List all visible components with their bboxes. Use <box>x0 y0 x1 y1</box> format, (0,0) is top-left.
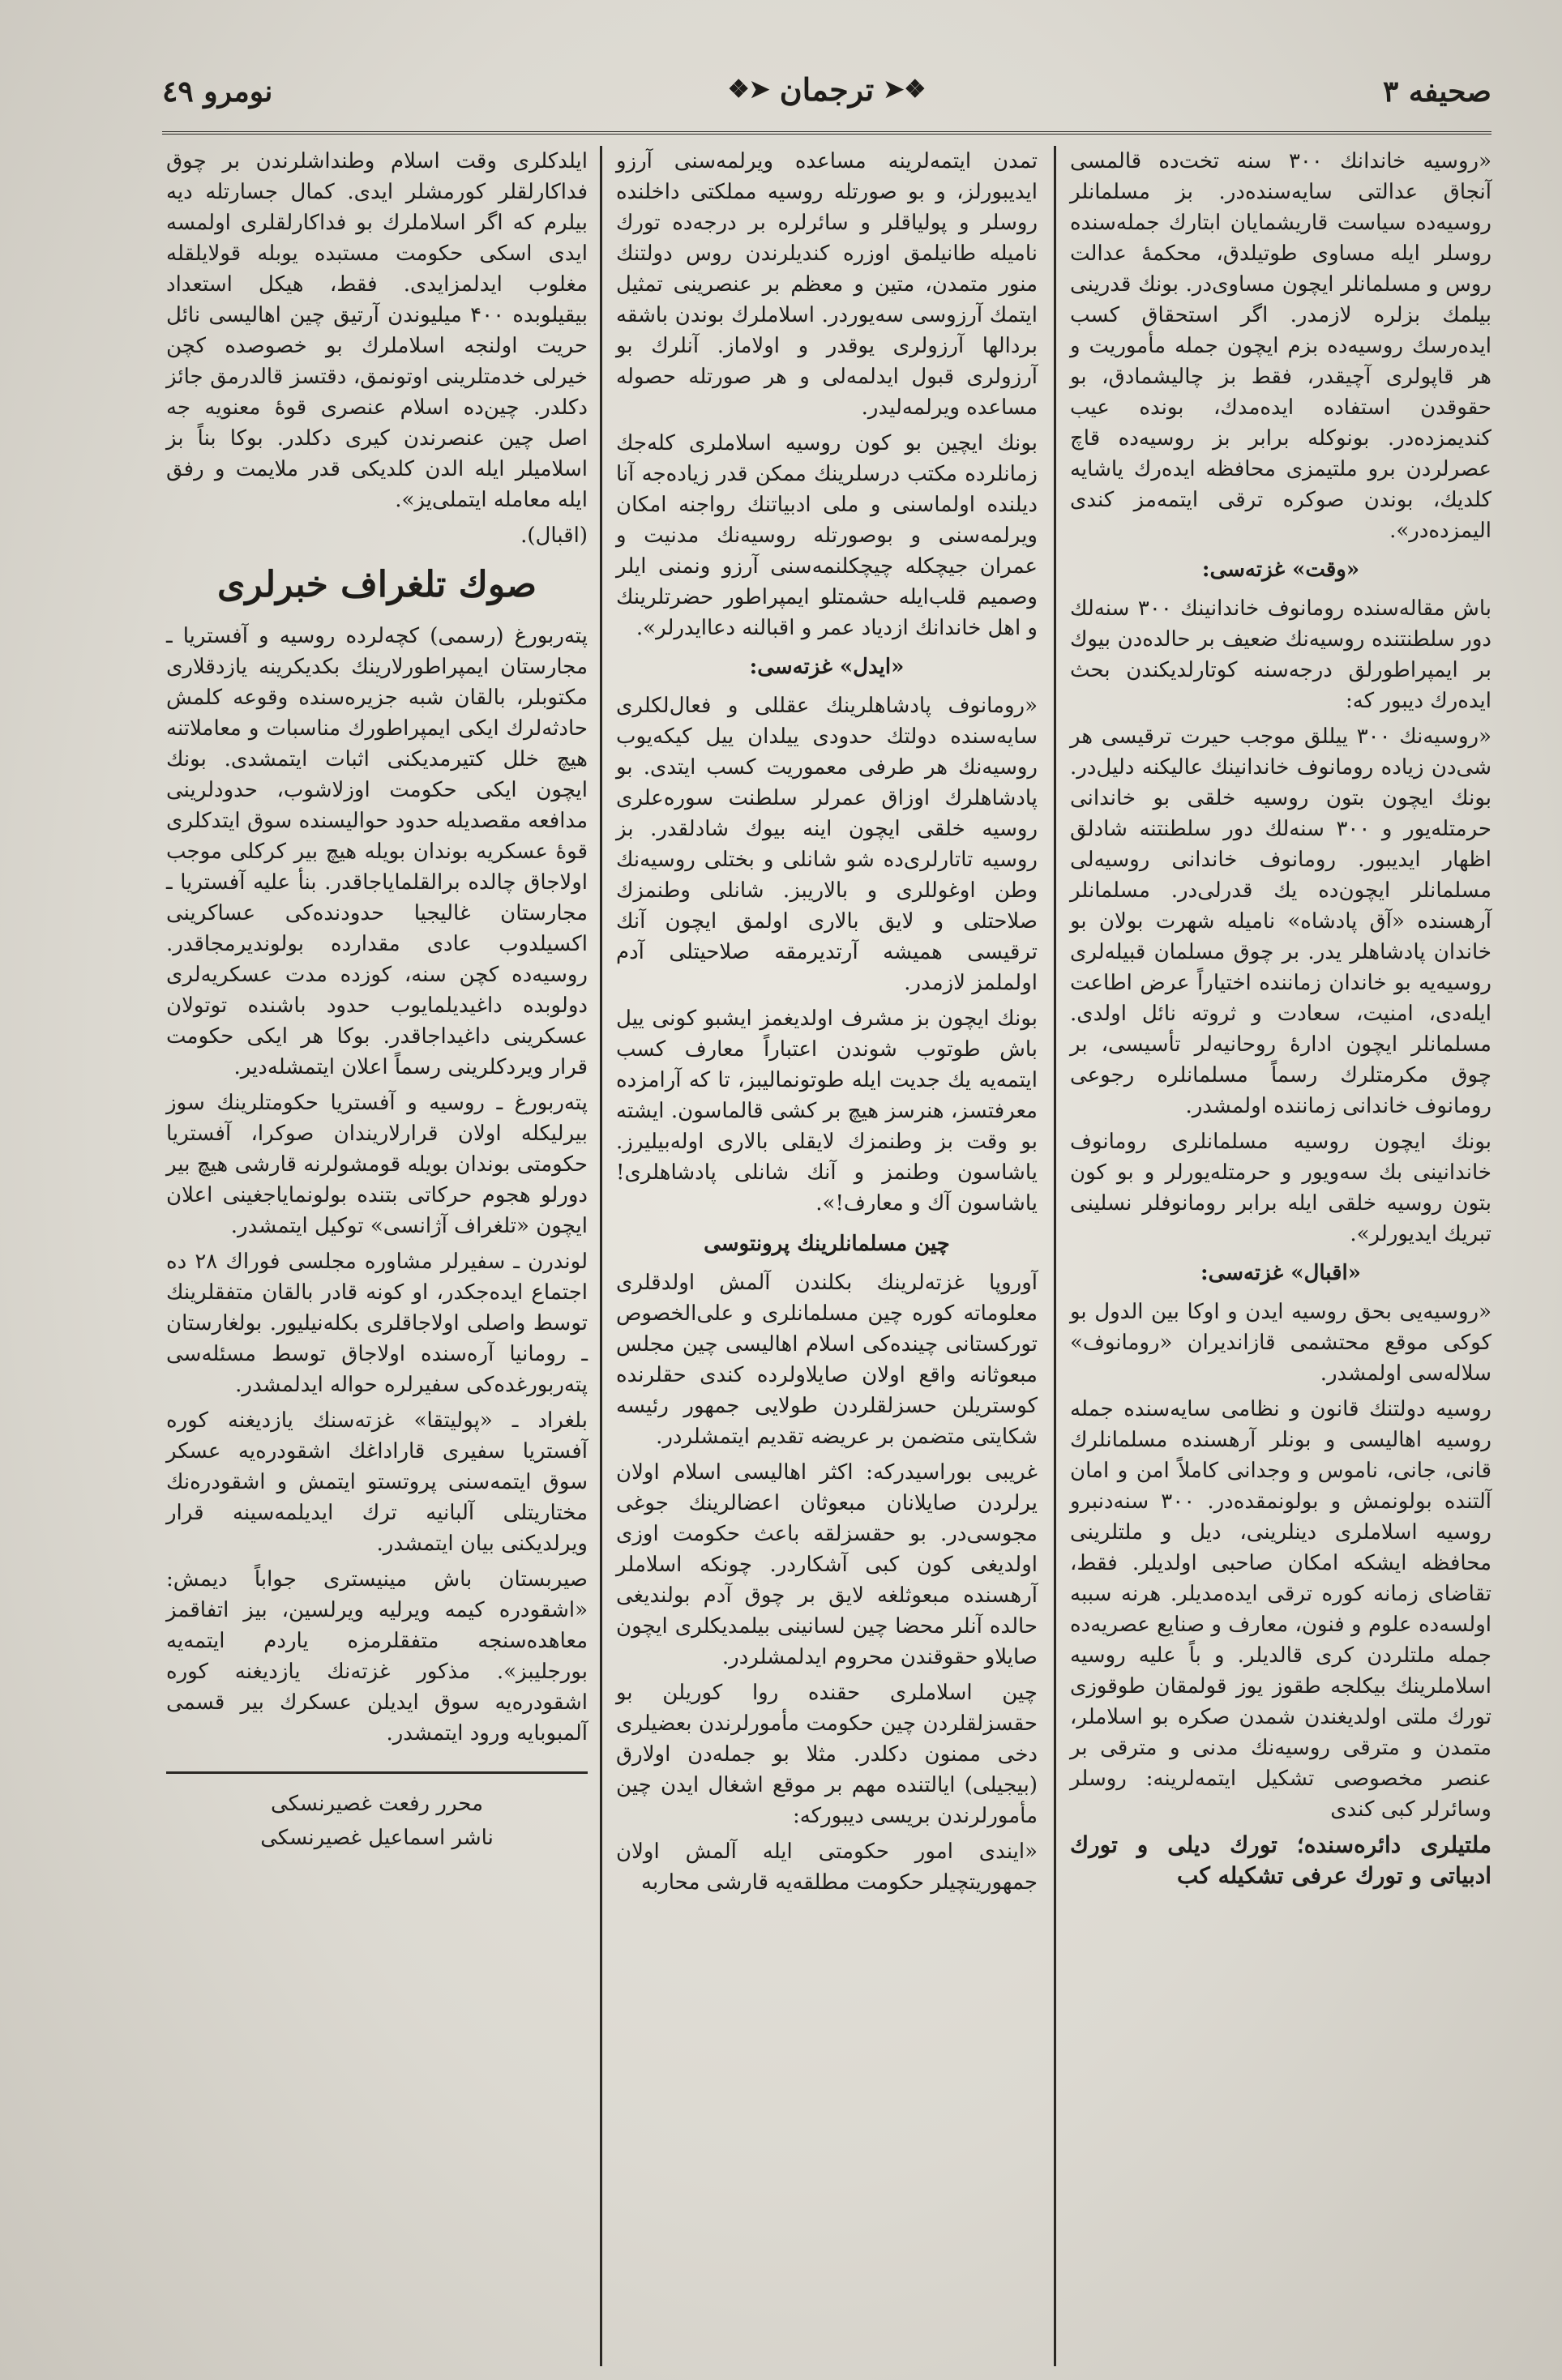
article-attribution: (اقبال). <box>520 523 588 548</box>
source-heading: «وقت» غزته‌سی: <box>1201 558 1360 582</box>
paper-title: ترجمان <box>779 71 875 108</box>
source-heading: «ایدل» غزته‌سی: <box>749 655 905 679</box>
article-paragraph: تمدن ایتمه‌لرینه مساعده ویرلمه‌سنی آرزو ایدیبورلز، و بو صورتله روسیه مملکتی داخلنده روسلر و پولیاقلر و سائرلره بر درجه‌ده تورك نامیله طانیلمق اوزره کندیلرندن روس دولتنك منور متمدن، متین و معظم بر عنصرینی تمثیل ایتمك آرزوسی سه‌یوردر. اسلاملرك بوندن باشقه بردالها آرزولری یوقدر و اولاماز. آنلرك بو آرزولری قبول ایدلمه‌لی و هر صورتله حصوله مساعده ویرلمه‌لیدر. <box>616 149 1038 420</box>
section-title: صوك تلغراف خبرلری <box>216 564 537 605</box>
column-left <box>166 146 588 1857</box>
article-paragraph: «روسیه‌نك ۳۰۰ ییللق موجب حیرت ترقیسی هر شی‌دن زیاده رومانوف خاندانینك عالیکنه دلیل‌در. بونك ایچون بتون روسیه خلقی بو خاندانی حرمتله‌یور و ۳۰۰ سنه‌لك دور سلطنتنه شادلق اظهار ایدیبور. رومانوف خاندانی روسیه‌لی مسلمانلر ایچون‌ده یك قدرلی‌در. مسلمانلر آرهسنده «آق پادشاه» نامیله شهرت بولان بو خاندان پادشاهلر یدر. بر چوق مسلمان قبیله‌لری روسیه‌یه بو خاندان زماننده اختیاراً عرض اطاعت ایله‌دی، امنیت، سعادت و ثروته نائل اولدی. مسلمانلر ایچون ادارهٔ روحانیه‌لر تأسیسی، بر چوق مکرمتلرك رسماً مسلمانلره رجوعی رومانوف خاندانی زماننده اولمشدر. <box>1070 724 1492 1118</box>
issue-number-label: نومرو ٤٩ <box>162 75 273 109</box>
telegram-paragraph: صیربستان باش مینیستری جواباً دیمش: «اشقودره کیمه ویرلیه ویرلسین، بیز اتفاقمز معاهده‌سنجه متفقلرمزه یاردم ایتمه‌یه بورجلیبز». مذکور غزته‌نك یازدیغنه کوره اشقودره‌یه سوق ایدیلن عسکرك بیر قسمی آلمبوبایه ورود ایتمشدر. <box>166 1567 588 1745</box>
article-paragraph: ایلدکلری وقت اسلام وطنداشلرندن بر چوق فداکارلقلر کورمشلر ایدی. کمال جسارتله دیه بیلرم که اگر اسلاملرك بو فداکارلقلری اولمسه ایدی اسکی حکومت مستبده یوبله قولایلقله مغلوب ایدلمزایدی. فقط، هیکل استعداد بیقیلوبده ۴۰۰ میلیوندن آرتیق چین اهالیسی نائل حریت اولنجه اسلاملرك بو خصوصده کچن خیرلی خدمتلرینی اوتونمق، دقتسز قالدرمق جائز دکلدر. چین‌ده اسلام عنصری قوهٔ معنویه جه اصل چین عنصرندن کیری دکلدر. بوکا بناً بز اسلامیلر ایله الدن کلدیکی قدر ملایمت و رفق ایله معامله ایتملی‌یز». <box>166 149 588 512</box>
ornament-right-icon: ➤❖ <box>727 75 770 104</box>
article-paragraph: بونك ایچین بو کون روسیه اسلاملری کله‌جك زمانلرده مکتب درسلرینك ممکن قدر زیاده‌جه آنا دیلنده اولماسنی و ملی ادبیاتنك رواجنه امکان ویرلمه‌سنی و بوصورتله روسیه‌نك مدنیت و عمران جیچکله چیچکلنمه‌سنی آرزو ونمنی ایلر وصمیم قلب‌ایله حشمتلو ایمپراطور حضرتلرینك و اهل خاندانك ازدیاد عمر و اقبالنه دعاایدرلر». <box>616 431 1038 640</box>
telegram-paragraph: پته‌ربورغ (رسمی) کچه‌لرده روسیه و آفستریا ـ مجارستان ایمپراطورلارینك بکدیکرینه یازدقلاری مکتوبلر، بالقان شبه جزیره‌سنده وقوعه کلمش حادثه‌لرك ایکی ایمپراطورك مناسبات و معاملاتنه هیچ خلل کتیرمدیکنی اثبات ایتمشدی. بونك ایچون ایکی حکومت اوزلاشوب، حدودلرینی مدافعه مقصدیله حدود حوالیسنده سوق ایتدکلری قوهٔ عسکریه بوندان بویله هیچ بیر کرکلی موجب اولاجاق چالده برالقلمایاجاقدر. بنأ علیه آفستریا ـ مجارستان غالیجیا حدودنده‌کی عساکرینی اکسیلدوب عادی مقدارده بولوندیرمجاقدر. روسیه‌ده کچن سنه، کوزده مدت عسکریه‌لری دولوبده داغیدیلمایوب حدود باشنده توتولان عسکرینی داغیداجاقدر. بوکا هر ایکی حکومت قرار ویردکلرینی رسماً اعلان ایتمشله‌دیر. <box>166 624 588 1079</box>
page-number-label: صحیفه ۳ <box>1382 75 1491 109</box>
article-paragraph: ملتیلری دائره‌سنده؛ تورك دیلی و تورك ادبیاتی و تورك عرفی تشکیله کب <box>1070 1831 1491 1889</box>
header-rule <box>162 131 1491 135</box>
telegram-paragraph: بلغراد ـ «پولیتقا» غزته‌سنك یازدیغنه کوره آفستریا سفیری قاراداغك اشقودره‌یه عسکر سوق ایتمه‌سنی پروتستو ایتمش و اشقودره‌نك مختاریتلی آلبانیه ترك ایدیلمه‌سینه قرار ویرلدیکنی بیان ایتمشدر. <box>166 1408 588 1556</box>
article-paragraph: چین اسلاملری حقنده روا کوریلن بو حقسزلقلردن چین حکومت مأمورلرندن بعضیلری دخی ممنون دکلدر. مثلا بو جمله‌دن اولارق (بیجیلی) ایالتنده مهم بر موقع اشغال ایدن چین مأمورلرندن بریسی دیبورکه: <box>616 1681 1038 1828</box>
telegram-paragraph: لوندرن ـ سفیرلر مشاوره مجلسی فوراك ۲۸ ده اجتماع ایده‌جکدر، او کونه قادر بالقان متفقلرینك توسط واصلی اولاجاقلری بکله‌نیلیور. بولغارستان ـ رومانیا آره‌سنده اولاجاق توسط مسئله‌سی پته‌ربورغده‌کی سفیرلره حواله ایدلمشدر. <box>166 1250 588 1397</box>
footer-rule <box>166 1771 588 1774</box>
masthead-title <box>728 71 927 108</box>
article-paragraph: آوروپا غزته‌لرینك بکلندن آلمش اولدقلری معلوماته کوره چین مسلمانلری و علی‌الخصوص تورکستانی چینده‌کی اسلام اهالیسی چین مجلس مبعوثانه واقع اولان صایلاولرده کندی حقلرنده کوستریلن حسزلقلردن طولایی جمهور رئیسه شکایتی متضمن بر عریضه تقدیم ایتمشلردر. <box>616 1271 1038 1449</box>
article-subheading: چین مسلمانلرینك پرونتوسی <box>704 1232 950 1256</box>
page-header <box>162 63 1491 128</box>
column-right <box>1070 146 1491 1896</box>
article-paragraph: «رومانوف پادشاهلرینك عقللی و فعال‌لکلری سایه‌سنده دولتك حدودی ییلدان ییل کیکه‌یوب روسیه‌نك هر طرفی معموریت کسب ایتدی. بو پادشاهلرك اوزاق عمرلر سلطنت سوره‌علری روسیه خلقی ایچون اینه بیوك شادلقدر. بز روسیه تاتارلری‌ده شو شانلی و بختلی روسیه‌نك وطن اوغوللری و بالاریبز. شانلی وطنمزك صلاحتلی و لایق بالاری اولمق ایچون آنك ترقیسی همیشه آرتدیرمقه صلاحیتلی آدم اولملمز لازمدر. <box>616 694 1038 995</box>
article-paragraph: غریبی بوراسیدرکه: اکثر اهالیسی اسلام اولان یرلردن صایلانان مبعوثان اعضالرینك جوغی مجوسی‌در. بو حقسزلقه باعث حکومت اوزی اولدیغی کون کبی آشکاردر. چونکه اسلاملر آرهسنده مبعوثلغه لایق بر چوق آدم بولندیغی حالده آنلر محضا چین لسانینی بیلمدیکلری ایچون صایلاو حقوقندن محروم ایدلمشلردر. <box>616 1460 1038 1669</box>
column-divider <box>1054 146 1056 2366</box>
article-paragraph: «روسیه‌یی بحق روسیه ایدن و اوکا بین الدول بو کوکی موقع محتشمی قازاندیران «رومانوف» سلاله‌سی اولمشدر. <box>1070 1300 1491 1386</box>
column-divider <box>600 146 602 2366</box>
article-paragraph: بونك ایچون بز مشرف اولدیغمز ایشبو کونی ییل باش طوتوب شوندن اعتباراً معارف کسب ایتمه‌یه یك جدیت ایله طوتونمالیبز، تا که آرامزده معرفتسز، هنرسز هیچ بر کشی قالماسون. ایشته بو وقت بز وطنمزك لایقلی بالاری اوله‌بیلیرز. یاشاسون وطنمز و آنك شانلی پادشاهلری! یاشاسون آك و معارف!». <box>616 1006 1038 1216</box>
editor-credit: محرر رفعت غصیرنسکی <box>271 1792 483 1816</box>
article-paragraph: بونك ایچون روسیه مسلمانلری رومانوف خاندانینی بك سه‌ویور و حرمتله‌یورلر و بو کون بتون روسیه خلقی ایله برابر رومانوفلر نسلینی تبریك ایدیورلر». <box>1070 1130 1491 1246</box>
column-middle <box>616 146 1038 1903</box>
article-paragraph: «روسیه خاندانك ۳۰۰ سنه تخت‌ده قالمسی آنجاق عدالتی سایه‌سنده‌در. بز مسلمانلر روسیه‌ده سیاست قاریشمایان ابتارك جمله‌سنده روسلر ایله مساوی طوتیلدق، محکمهٔ عدالت روس و مسلمانلر ایچون مساوی‌در. بونك قدرینی بیلمك بزلره لازمدر. اگر استحقاق کسب ایده‌رسك روسیه‌ده بزم ایچون جمله مأموریت و هر قاپولری آچیقدر، فقط بز چالیشمادق، بو حقوقدن استفاده ایده‌مدك، بونده عیب کندیمزده‌در. بونوکله برابر بز روسیه‌ده قاچ عصرلردن برو ملتیمزی محافظه ایده‌رك یاشایه کلدیك، بوندن صوکره ترقی ایتمه‌مز کندی الیمزده‌در». <box>1070 149 1491 543</box>
publisher-credit: ناشر اسماعیل غصیرنسکی <box>260 1826 494 1850</box>
source-heading: «اقبال» غزته‌سی: <box>1200 1261 1362 1285</box>
article-paragraph: باش مقاله‌سنده رومانوف خاندانینك ۳۰۰ سنه‌لك دور سلطنتنده روسیه‌نك ضعیف بر حالده‌دن بیوك بر ایمپراطورلق درجه‌سنه کوتارلدیکندن بحث ایده‌رك دیبور که: <box>1070 596 1491 713</box>
article-paragraph: «ایندی امور حکومتی ایله آلمش اولان جمهوریتچیلر حکومت مطلقه‌یه قارشی محاربه <box>616 1839 1038 1895</box>
ornament-left-icon: ❖➤ <box>884 75 927 104</box>
article-paragraph: روسیه دولتنك قانون و نظامی سایه‌سنده جمله روسیه اهالیسی و بونلر آرهسنده مسلمانلرك قانی، جانی، ناموس و وجدانی کاملاً امن و امان آلتنده بولونمش و بولونمقده‌در. ۳۰۰ سنه‌دنبرو روسیه اسلاملری دینلرینی، دیل و ملتلرینی محافظه ایشکه امکان صاحبی اولدیلر. فقط، تقاضای زمانه کوره ترقی ایده‌مدیلر. هرنه سببه اولسه‌ده علوم و فنون، معارف و صنایع عصریه‌ده جمله ملتلردن کری قالدیلر. و باً علیه روسیه اسلاملرینك بیکلجه طقوز یوز قولمقان طوقوزی تورك ملتی اولدیغندن شمدن صکره بو اسلاملر، متمدن و مترقی روسیه‌نك مدنی و مترقی بر عنصر مخصوصی تشکیل ایتمه‌لرینه: روسلر وسائرلر کبی کندی <box>1070 1397 1491 1822</box>
telegram-paragraph: پته‌ربورغ ـ روسیه و آفستریا حکومتلرینك سوز بیرلیکله اولان قرارلاریندان صوکرا، آفستریا حکومتی بوندان بویله قومشولرنه قارشی هیچ بیر دورلو هجوم حرکاتی بتنده بولونمایاجغینی اعلان ایچون «تلغراف آژانسی» توکیل ایتمشدر. <box>166 1091 588 1238</box>
